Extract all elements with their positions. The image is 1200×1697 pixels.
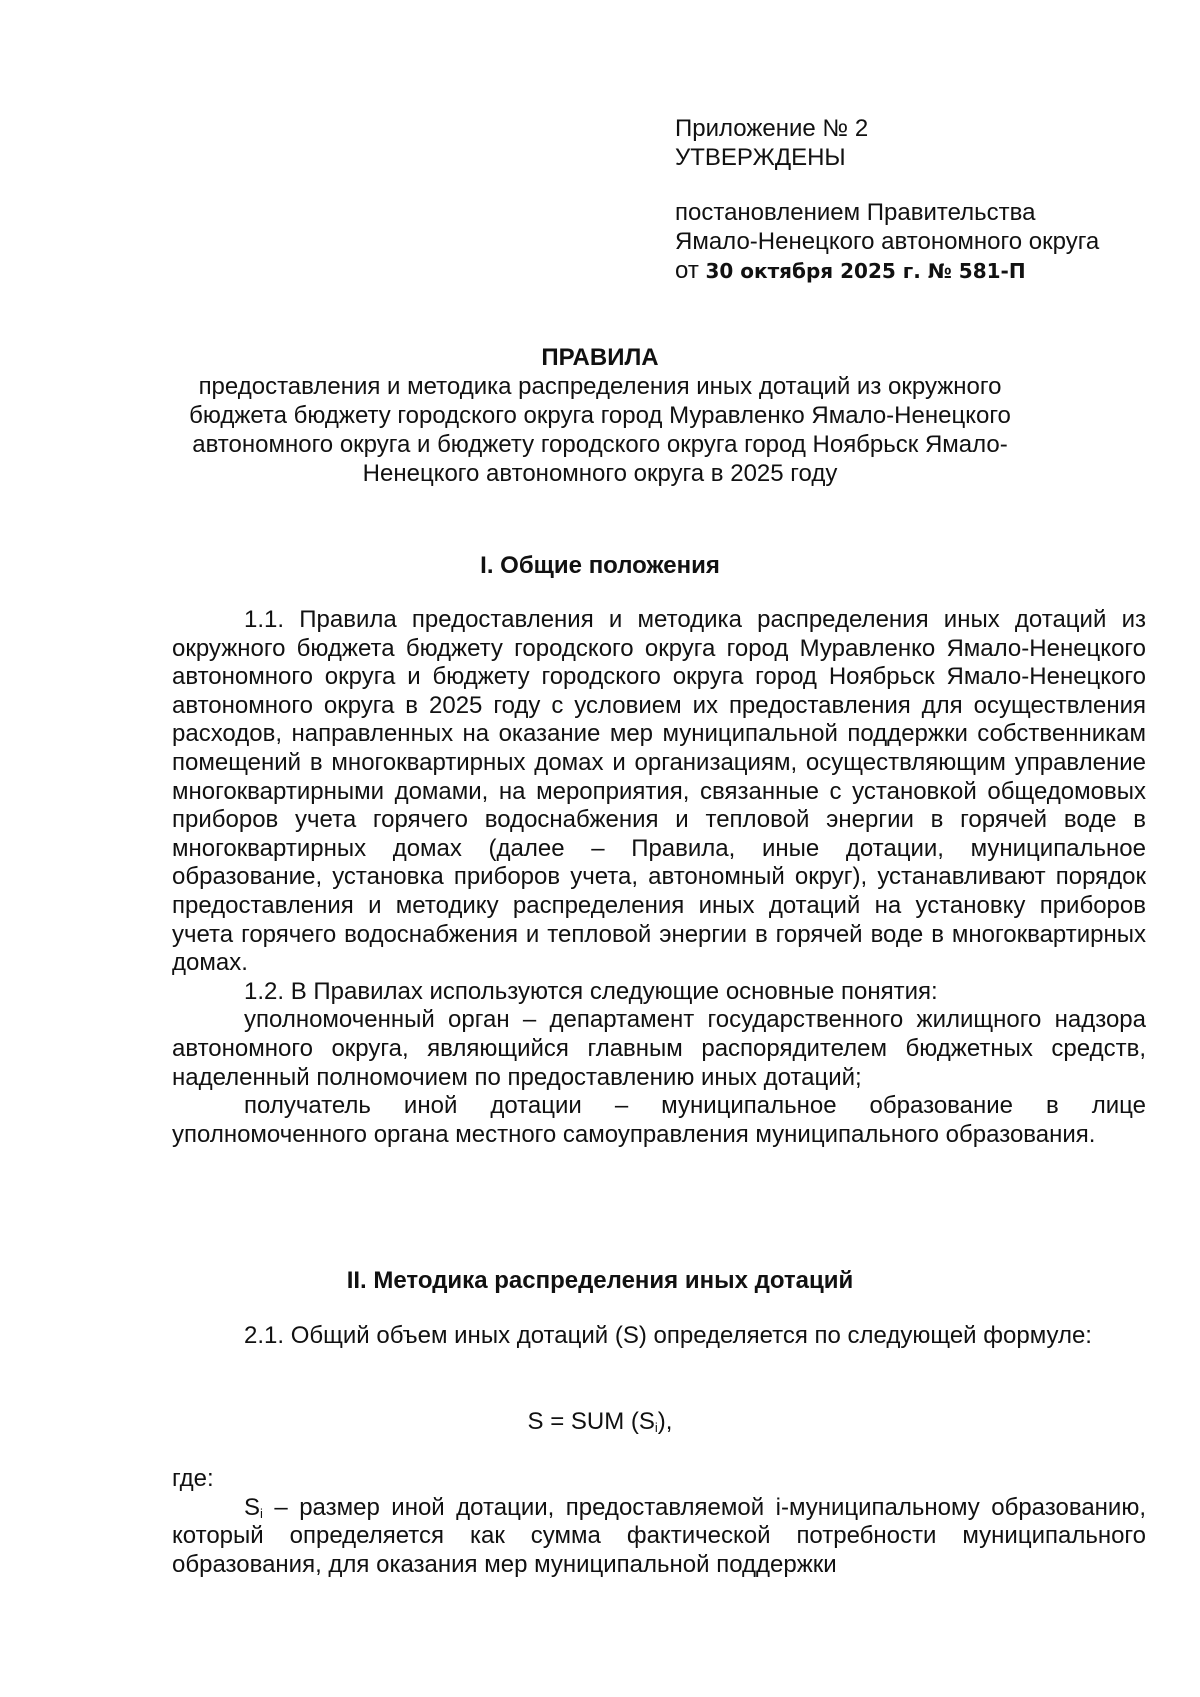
resolution-line: постановлением Правительства <box>675 199 1036 226</box>
si-symbol: S <box>244 1493 261 1521</box>
definition-authorized-body: уполномоченный орган – департамент государственного жилищного надзора автономного округа, являющийся главным распорядителем бюджетных средств, наделенный полномочием по предоставлению иных дотаций; <box>172 1006 1146 1091</box>
si-subscript: i <box>260 1505 263 1521</box>
si-definition: – размер иной дотации, предоставляемой i-муниципальному образованию, который определяется как сумма фактической потребности муниципального образования, для оказания мер муниципальной поддержки <box>172 1493 1146 1578</box>
definition-si <box>172 1494 1146 1580</box>
formula-left: S = SUM (S <box>527 1408 655 1435</box>
formula-right: ), <box>657 1408 673 1435</box>
government-line: Ямало-Ненецкого автономного округа <box>675 228 1100 255</box>
date-prefix: от <box>675 257 706 284</box>
paragraph-1-1: 1.1. Правила предоставления и методика распределения иных дотаций из окружного бюджета бюджету городского округа город Муравленко Ямало-Ненецкого автономного округа и бюджету городского округа город Ноябрьск Ямало-Ненецкого автономного округа в 2025 году с условием их предоставления для осуществления расходов, направленных на оказание мер муниципальной поддержки собственникам помещений в многоквартирных домах и организациям, осуществляющим управление многоквартирными домами, на мероприятия, связанные с установкой общедомовых приборов учета горячего водоснабжения и тепловой энергии в горячей воде в многоквартирных домах (далее – Правила, иные дотации, муниципальное образование, установка приборов учета, автономный округ), устанавливают порядок предоставления и методику распределения иных дотаций на установку приборов учета горячего водоснабжения и тепловой энергии в горячей воде в многоквартирных домах. <box>172 606 1146 977</box>
section-2-definitions <box>172 1465 1146 1579</box>
where-label: где: <box>172 1465 214 1492</box>
date-value: 30 октября 2025 г. № 581-П <box>705 259 1026 283</box>
appendix-number: Приложение № 2 <box>675 115 869 142</box>
formula-subscript: i <box>654 1420 658 1435</box>
section-2-heading: II. Методика распределения иных дотаций <box>346 1267 854 1294</box>
approved-label: УТВЕРЖДЕНЫ <box>675 144 846 171</box>
document-subtitle: предоставления и методика распределения иных дотаций из окружного бюджета бюджету городского округа город Муравленко Ямало-Ненецкого автономного округа и бюджету городского округа город Ноябрьск Ямало-Ненецкого автономного округа в 2025 году <box>189 373 1011 487</box>
approval-block <box>675 114 1155 286</box>
definition-recipient: получатель иной дотации – муниципальное образование в лице уполномоченного органа местного самоуправления муниципального образования. <box>172 1092 1146 1148</box>
paragraph-1-2: 1.2. В Правилах используются следующие основные понятия: <box>244 977 938 1005</box>
document-title: ПРАВИЛА <box>541 344 659 371</box>
resolution-date <box>675 256 1155 286</box>
section-2-body <box>172 1322 1146 1351</box>
section-1-body <box>172 606 1146 1149</box>
section-1-heading: I. Общие положения <box>480 552 720 579</box>
formula <box>150 1407 1050 1436</box>
paragraph-2-1: 2.1. Общий объем иных дотаций (S) определяется по следующей формуле: <box>244 1322 1092 1349</box>
